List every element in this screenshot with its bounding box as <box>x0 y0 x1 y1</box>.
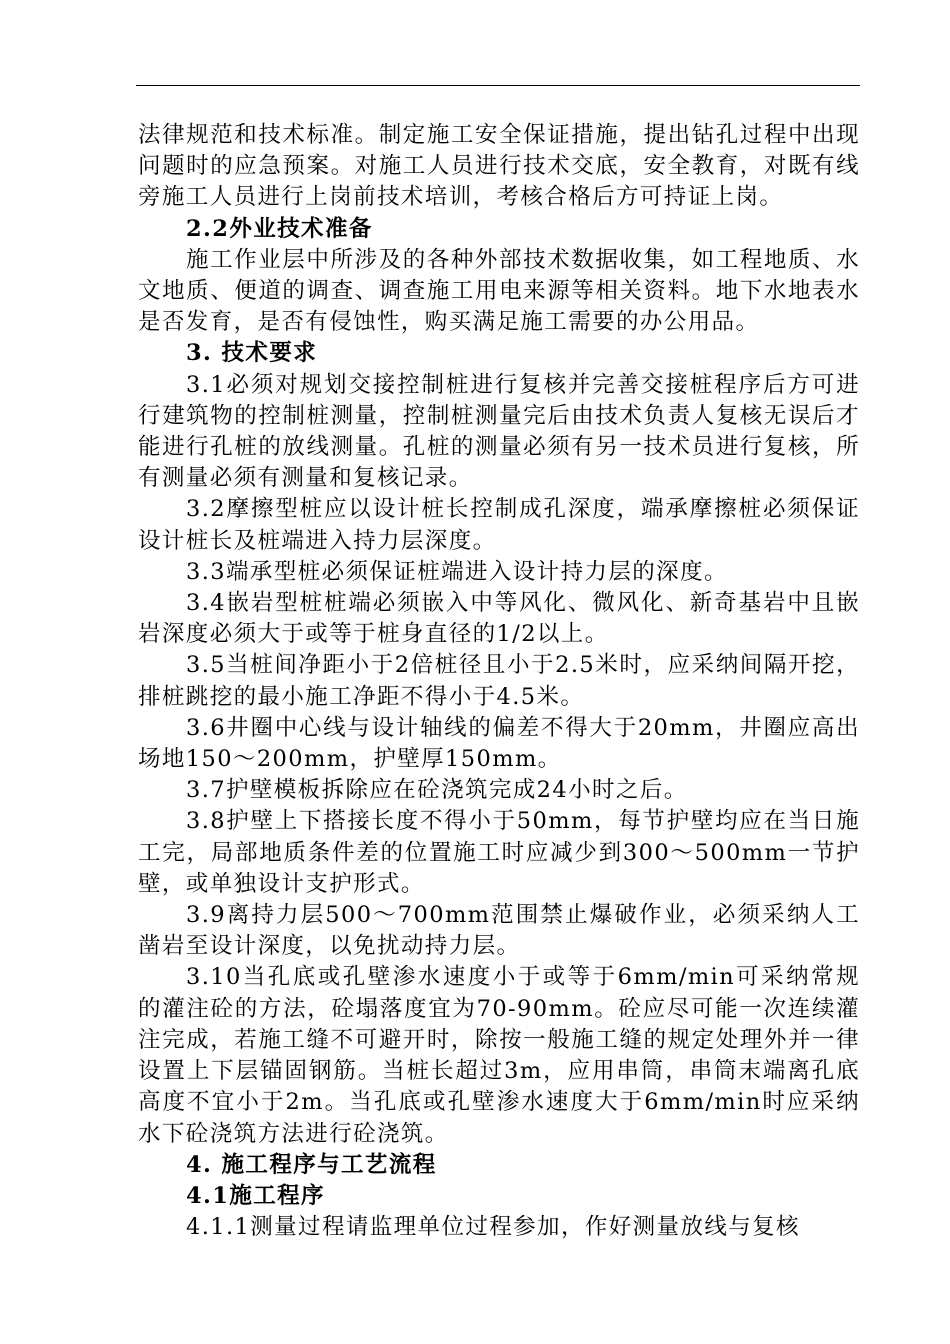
body-paragraph: 3.4嵌岩型桩桩端必须嵌入中等风化、微风化、新奇基岩中且嵌岩深度必须大于或等于桩身直径的1/2以上。 <box>138 590 860 648</box>
body-paragraph: 3.10当孔底或孔壁渗水速度小于或等于6mm/min可采纳常规的灌注砼的方法，砼塌落度宜为70-90mm。砼应尽可能一次连续灌注完成，若施工缝不可避开时，除按一般施工缝的规定处理外并一律设置上下层锚固钢筋。当桩长超过3m，应用串筒，串筒末端离孔底高度不宜小于2m。当孔底或孔壁渗水速度大于6mm/min时应采纳水下砼浇筑方法进行砼浇筑。 <box>138 964 860 1147</box>
section-heading: 4. 施工程序与工艺流程 <box>186 1151 437 1178</box>
body-paragraph: 3.1必须对规划交接控制桩进行复核并完善交接桩程序后方可进行建筑物的控制桩测量，控制桩测量完后由技术负责人复核无误后才能进行孔桩的放线测量。孔桩的测量必须有另一技术员进行复核，所有测量必须有测量和复核记录。 <box>138 371 860 492</box>
body-paragraph: 3.3端承型桩必须保证桩端进入设计持力层的深度。 <box>186 558 728 585</box>
body-paragraph: 3.7护壁模板拆除应在砼浇筑完成24小时之后。 <box>186 777 688 804</box>
body-paragraph: 3.9离持力层500～700mm范围禁止爆破作业，必须采纳人工凿岩至设计深度，以免扰动持力层。 <box>138 902 860 960</box>
body-paragraph: 施工作业层中所涉及的各种外部技术数据收集，如工程地质、水文地质、便道的调查、调查施工用电来源等相关资料。地下水地表水是否发育，是否有侵蚀性，购买满足施工需要的办公用品。 <box>138 246 860 336</box>
section-heading: 3. 技术要求 <box>186 340 318 367</box>
section-heading: 4.1施工程序 <box>186 1182 325 1209</box>
document-body <box>138 120 860 1243</box>
body-paragraph: 3.8护壁上下搭接长度不得小于50mm，每节护壁均应在当日施工完，局部地质条件差的位置施工时应减少到300～500mm一节护壁，或单独设计支护形式。 <box>138 808 860 897</box>
section-heading: 2.2外业技术准备 <box>186 215 373 242</box>
body-paragraph: 3.5当桩间净距小于2倍桩径且小于2.5米时，应采纳间隔开挖，排桩跳挖的最小施工净距不得小于4.5米。 <box>138 652 860 710</box>
body-paragraph: 3.6井圈中心线与设计轴线的偏差不得大于20mm，井圈应高出场地150～200mm，护壁厚150mm。 <box>138 714 860 773</box>
body-paragraph: 3.2摩擦型桩应以设计桩长控制成孔深度，端承摩擦桩必须保证设计桩长及桩端进入持力层深度。 <box>138 496 860 554</box>
body-paragraph: 法律规范和技术标准。制定施工安全保证措施，提出钻孔过程中出现问题时的应急预案。对施工人员进行技术交底，安全教育，对既有线旁施工人员进行上岗前技术培训，考核合格后方可持证上岗。 <box>138 122 860 211</box>
header-rule <box>136 85 860 86</box>
body-paragraph: 4.1.1测量过程请监理单位过程参加，作好测量放线与复核 <box>186 1214 800 1241</box>
